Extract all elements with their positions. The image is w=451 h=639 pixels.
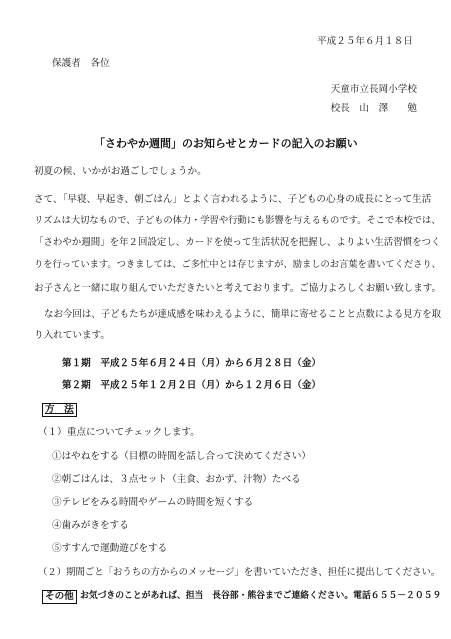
check-item: ④歯みがきをする (52, 520, 129, 531)
document-title: 「さわやか週間」のお知らせとカードの記入のお願い (94, 137, 358, 150)
document-date: 平成２５年６月１８日 (317, 36, 413, 47)
paragraph-line: リズムは大切なもので、子どもの体力・学習や行動にも影響を与えるものです。そこで本校では、 (34, 215, 441, 226)
paragraph-line: なお今回は、子どもたちが達成感を味わえるように、簡単に寄せることと点数による見方を取 (44, 309, 442, 320)
school-name: 天童市立長岡小学校 (330, 84, 417, 95)
check-item: ①はやねをする（目標の時間を話し合って決めてください） (52, 451, 312, 462)
method-heading: 方 法 (42, 403, 77, 417)
paragraph-line: さて、「早寝、早起き、朝ごはん」とよく言われるように、子どもの心身の成長にとって生活 (34, 194, 432, 205)
paragraph-line: り入れています。 (34, 330, 110, 341)
recipient: 保護者 各位 (52, 58, 110, 69)
method-item-1: （１）重点についてチェックします。 (38, 427, 200, 438)
check-item: ⑤すすんで運動遊びをする (52, 543, 168, 554)
other-heading: その他 (42, 590, 77, 604)
check-item: ②朝ごはんは、３点セット（主食、おかず、汁物）たべる (52, 474, 301, 485)
paragraph-line: お子さんと一緒に取り組んでいただきたいと考えております。ご協力よろしくお願い致します。 (34, 283, 441, 294)
greeting: 初夏の候、いかがお過ごしでしょうか。 (34, 166, 207, 177)
other-text: お気づきのことがあれば、担当 長谷部・熊谷までご連絡ください。電話６５５－２０５９ (80, 591, 442, 601)
check-item: ③テレビをみる時間やゲームの時間を短くする (52, 497, 254, 508)
period-2: 第２期 平成２５年１２月２日（月）から１２月６日（金） (62, 380, 322, 391)
paragraph-line: りを行っています。つきましては、ご多忙中とは存じますが、励ましのお言葉を書いてくださり、 (34, 259, 441, 270)
method-item-2: （２）期間ごと「おうちの方からのメッセージ」を書いていただき、担任に提出してください。 (38, 567, 441, 578)
principal-name: 校長 山 澤 勉 (330, 103, 417, 114)
period-1: 第１期 平成２５年６月２４日（月）から６月２８日（金） (62, 358, 322, 369)
paragraph-line: 「さわやか週間」を年２回設定し、カードを使って生活状況を把握し、よりよい生活習慣をつく (34, 237, 441, 248)
